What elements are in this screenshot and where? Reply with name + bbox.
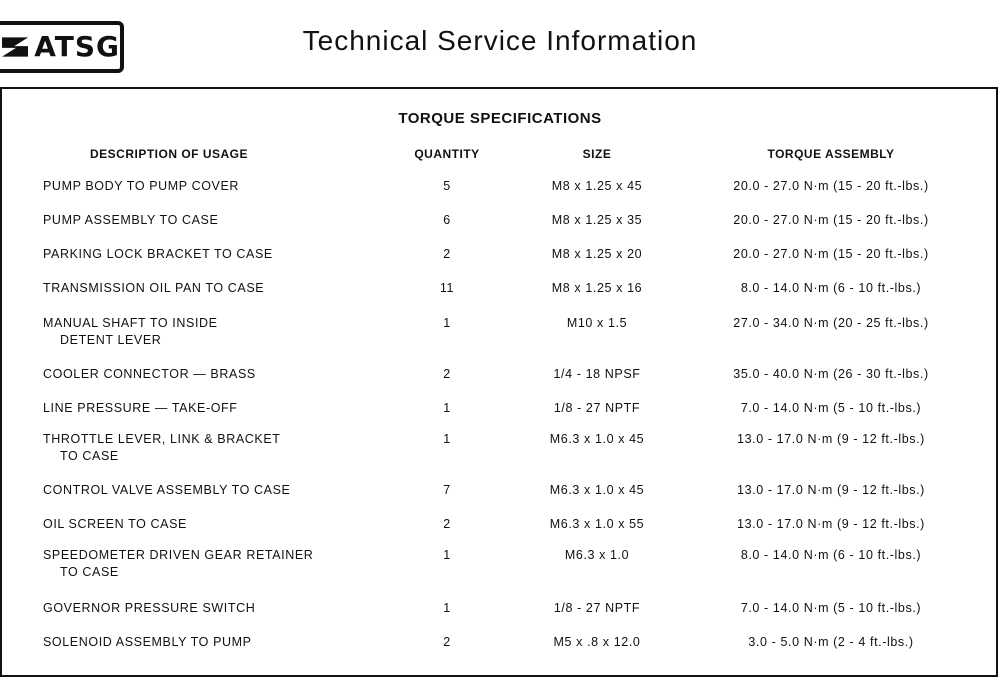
row-torque: 13.0 - 17.0 N·m (9 - 12 ft.-lbs.) — [737, 432, 925, 446]
row-description-line1: TRANSMISSION OIL PAN TO CASE — [43, 281, 265, 295]
row-description — [43, 400, 373, 417]
row-torque: 7.0 - 14.0 N·m (5 - 10 ft.-lbs.) — [740, 401, 922, 415]
column-header-torque: TORQUE ASSEMBLY — [767, 147, 895, 161]
row-size: M8 x 1.25 x 35 — [551, 213, 643, 227]
row-description — [43, 634, 373, 651]
row-description-line1: LINE PRESSURE — TAKE-OFF — [43, 401, 238, 415]
row-quantity: 7 — [443, 483, 451, 497]
row-description — [43, 547, 373, 581]
row-description-line2: DETENT LEVER — [60, 333, 162, 347]
row-description — [43, 246, 373, 263]
row-size: M6.3 x 1.0 x 45 — [549, 483, 645, 497]
row-size: M10 x 1.5 — [566, 316, 628, 330]
row-description-line1: THROTTLE LEVER, LINK & BRACKET — [43, 432, 281, 446]
row-description — [43, 482, 373, 499]
row-torque: 20.0 - 27.0 N·m (15 - 20 ft.-lbs.) — [733, 179, 929, 193]
row-description — [43, 516, 373, 533]
row-quantity: 2 — [443, 517, 451, 531]
row-size: 1/8 - 27 NPTF — [553, 401, 641, 415]
row-description-line1: GOVERNOR PRESSURE SWITCH — [43, 601, 256, 615]
row-description — [43, 212, 373, 229]
row-description — [43, 366, 373, 383]
row-quantity: 1 — [443, 432, 451, 446]
row-description — [43, 431, 373, 465]
row-torque: 20.0 - 27.0 N·m (15 - 20 ft.-lbs.) — [733, 247, 929, 261]
row-quantity: 6 — [443, 213, 451, 227]
row-description — [43, 600, 373, 617]
column-header-quantity: QUANTITY — [414, 147, 480, 161]
row-torque: 13.0 - 17.0 N·m (9 - 12 ft.-lbs.) — [737, 483, 925, 497]
row-quantity: 2 — [443, 635, 451, 649]
row-quantity: 2 — [443, 247, 451, 261]
row-torque: 8.0 - 14.0 N·m (6 - 10 ft.-lbs.) — [740, 281, 922, 295]
page-title: Technical Service Information — [302, 25, 698, 56]
row-description-line1: PUMP ASSEMBLY TO CASE — [43, 213, 219, 227]
row-size: M6.3 x 1.0 — [564, 548, 630, 562]
row-description — [43, 280, 373, 297]
row-quantity: 2 — [443, 367, 451, 381]
row-size: M5 x .8 x 12.0 — [553, 635, 641, 649]
row-size: M6.3 x 1.0 x 45 — [549, 432, 645, 446]
row-quantity: 1 — [443, 601, 451, 615]
column-header-description: DESCRIPTION OF USAGE — [90, 147, 249, 161]
column-header-size: SIZE — [582, 147, 612, 161]
row-description-line1: CONTROL VALVE ASSEMBLY TO CASE — [43, 483, 291, 497]
row-quantity: 1 — [443, 401, 451, 415]
table-title: TORQUE SPECIFICATIONS — [398, 110, 602, 127]
row-description-line1: COOLER CONNECTOR — BRASS — [43, 367, 256, 381]
row-description-line2: TO CASE — [60, 565, 119, 579]
row-quantity: 1 — [443, 548, 451, 562]
row-size: M8 x 1.25 x 45 — [551, 179, 643, 193]
row-quantity: 11 — [439, 281, 455, 295]
row-size: 1/4 - 18 NPSF — [553, 367, 641, 381]
row-description-line1: SOLENOID ASSEMBLY TO PUMP — [43, 635, 252, 649]
row-description — [43, 178, 373, 195]
row-size: 1/8 - 27 NPTF — [553, 601, 641, 615]
row-size: M6.3 x 1.0 x 55 — [549, 517, 645, 531]
row-torque: 20.0 - 27.0 N·m (15 - 20 ft.-lbs.) — [733, 213, 929, 227]
row-description-line1: OIL SCREEN TO CASE — [43, 517, 187, 531]
row-quantity: 1 — [443, 316, 451, 330]
row-description — [43, 315, 373, 349]
row-torque: 8.0 - 14.0 N·m (6 - 10 ft.-lbs.) — [740, 548, 922, 562]
row-description-line1: PARKING LOCK BRACKET TO CASE — [43, 247, 273, 261]
row-size: M8 x 1.25 x 20 — [551, 247, 643, 261]
row-torque: 7.0 - 14.0 N·m (5 - 10 ft.-lbs.) — [740, 601, 922, 615]
row-torque: 3.0 - 5.0 N·m (2 - 4 ft.-lbs.) — [748, 635, 914, 649]
logo-text: ATSG — [34, 30, 120, 63]
row-quantity: 5 — [443, 179, 451, 193]
row-description-line1: SPEEDOMETER DRIVEN GEAR RETAINER — [43, 548, 314, 562]
row-torque: 27.0 - 34.0 N·m (20 - 25 ft.-lbs.) — [733, 316, 929, 330]
row-size: M8 x 1.25 x 16 — [551, 281, 643, 295]
row-torque: 35.0 - 40.0 N·m (26 - 30 ft.-lbs.) — [733, 367, 929, 381]
row-description-line1: MANUAL SHAFT TO INSIDE — [43, 316, 218, 330]
row-description-line2: TO CASE — [60, 449, 119, 463]
row-description-line1: PUMP BODY TO PUMP COVER — [43, 179, 240, 193]
row-torque: 13.0 - 17.0 N·m (9 - 12 ft.-lbs.) — [737, 517, 925, 531]
